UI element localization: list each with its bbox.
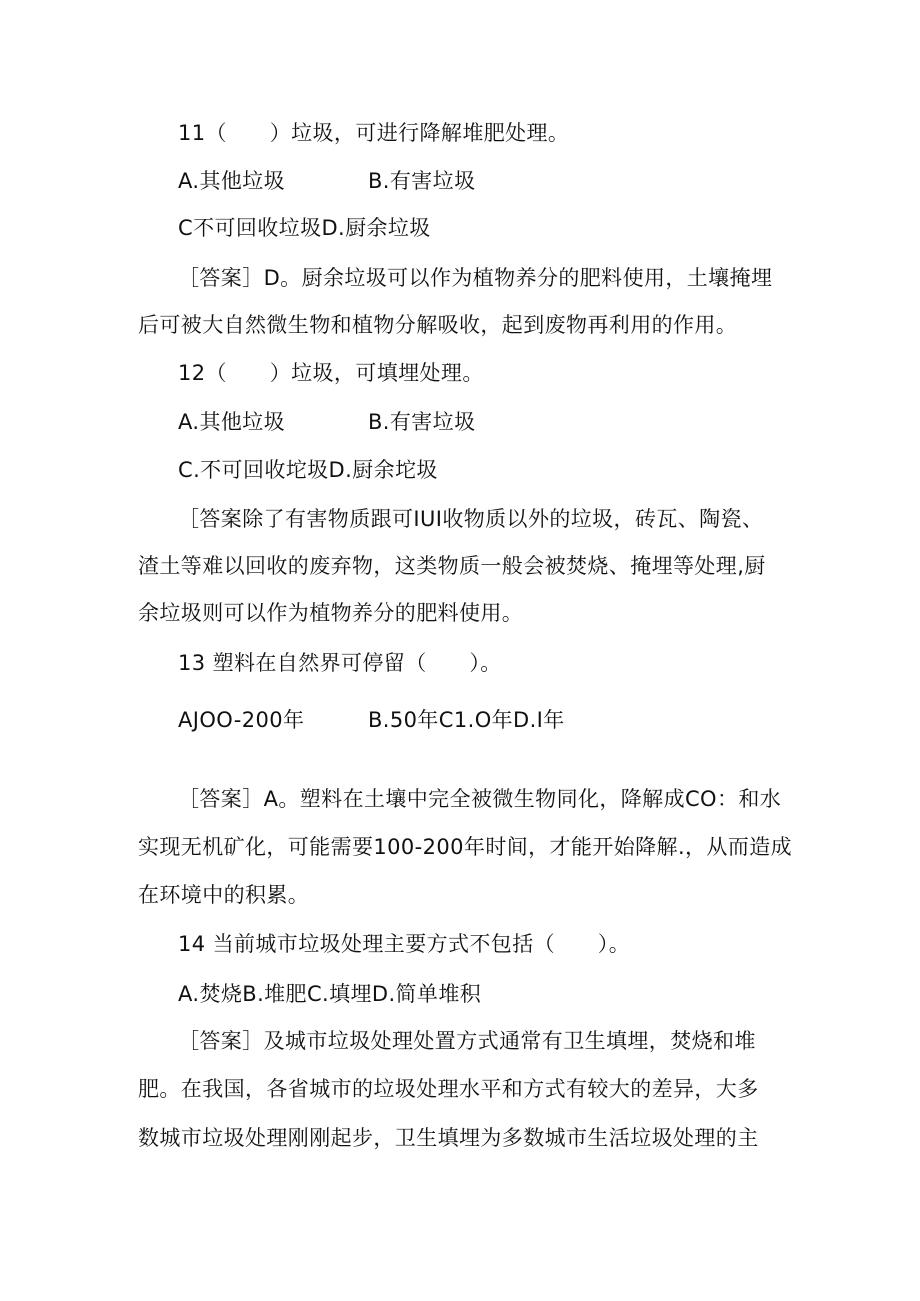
q11-options-cd: C不可回收垃圾D.厨余垃圾 [178,216,431,240]
q12-options-ab [178,407,578,437]
q11-answer-line-1: ［答案］D。厨余垃圾可以作为植物养分的肥料使用，土壤掩埋 [178,266,773,290]
q11-option-b: B.有害垃圾 [368,169,476,193]
q12-answer-line-1: ［答案除了有害物质跟可IUI收物质以外的垃圾，砖瓦、陶瓷、 [178,507,764,531]
q12-stem: 12（ ）垃圾，可填埋处理。 [178,361,484,385]
q13-stem: 13 塑料在自然界可停留（ ）。 [178,651,502,675]
q11-stem: 11（ ）垃圾，可进行降解堆肥处理。 [178,121,570,145]
q13-option-a: AJOO-200年 [178,708,305,732]
q12-option-b: B.有害垃圾 [368,410,476,434]
q14-answer-line-2: 肥。在我国，各省城市的垃圾处理水平和方式有较大的差异，大多 [138,1077,759,1101]
q11-option-a: A.其他垃圾 [178,169,286,193]
q13-answer-line-3: 在环境中的积累。 [138,883,310,907]
q14-options: A.焚烧B.堆肥C.填埋D.简单堆积 [178,982,482,1006]
q12-option-a: A.其他垃圾 [178,410,286,434]
q13-options [178,705,598,735]
q11-answer-line-2: 后可被大自然微生物和植物分解吸收，起到废物再利用的作用。 [138,313,738,337]
q14-answer-line-1: ［答案］及城市垃圾处理处置方式通常有卫生填埋，焚烧和堆 [178,1029,756,1053]
q13-answer-line-1: ［答案］A。塑料在土壤中完全被微生物同化，降解成CO：和水 [178,787,782,811]
q14-stem: 14 当前城市垃圾处理主要方式不包括（ ）。 [178,932,631,956]
q13-option-bcd: B.50年C1.O年D.I年 [368,708,565,732]
q13-answer-line-2: 实现无机矿化，可能需要100-200年时间，才能开始降解.，从而造成 [138,835,793,859]
q12-answer-line-2: 渣土等难以回收的废弃物，这类物质一般会被焚烧、掩埋等处理,厨 [138,554,766,578]
q12-options-cd: C.不可回收坨圾D.厨余坨圾 [178,458,438,482]
q11-options-ab [178,166,578,196]
q14-answer-line-3: 数城市垃圾处理刚刚起步，卫生填埋为多数城市生活垃圾处理的主 [138,1126,759,1150]
q12-answer-line-3: 余垃圾则可以作为植物养分的肥料使用。 [138,601,524,625]
